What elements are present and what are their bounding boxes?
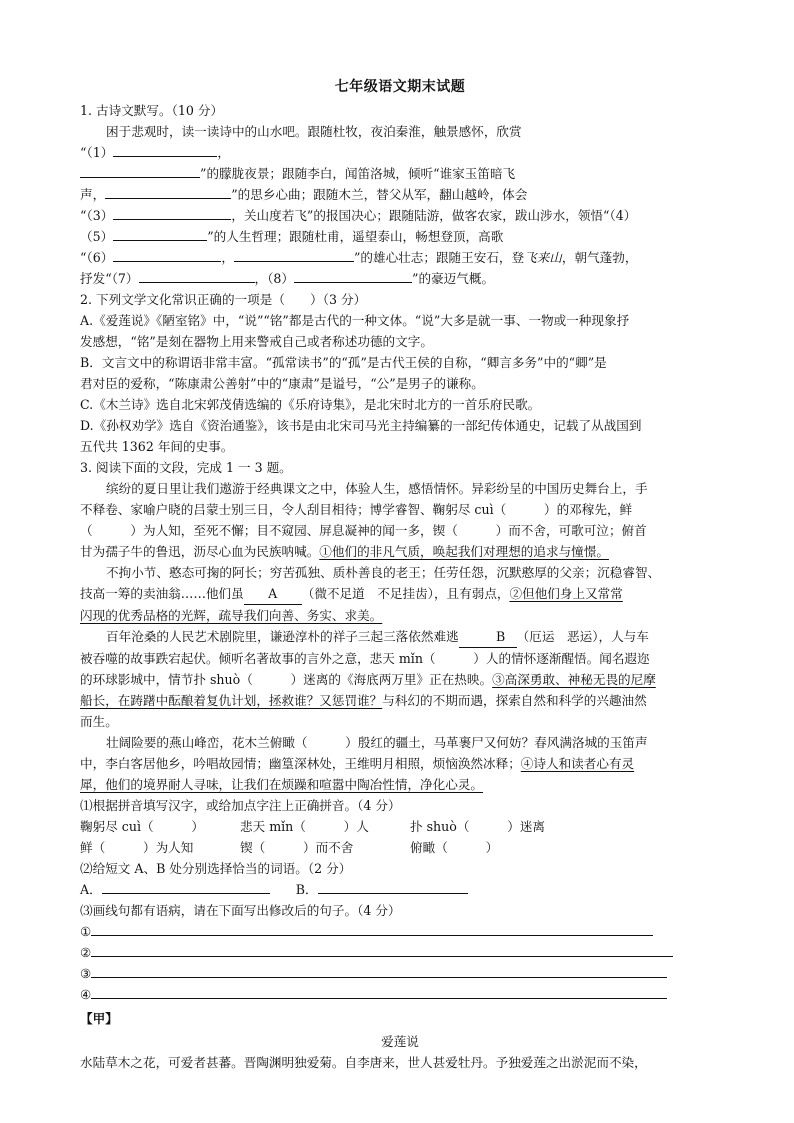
q1-text: ”的朦胧夜景；跟随李白，闻笛洛城，倾听“谁家玉笛暗飞 [200,166,516,181]
q1-line: 困于悲观时，读一读诗中的山水吧。跟随杜牧，夜泊秦淮，触景感怀，欣赏 [106,124,522,139]
subquestion-2: ⑵给短文 A、B 处分别选择恰当的词语。（2 分） [80,861,352,876]
q1-line [80,163,720,184]
q1-line [80,142,720,163]
q2-heading: 2. 下列文学文化常识正确的一项是（ ）（3 分） [80,292,367,307]
revision-line-3 [80,963,720,984]
q1-line [80,268,720,289]
underlined-sentence-3: ③高深勇敢、神秘无畏的尼摩 [492,672,656,687]
pinyin-item[interactable]: 悲天 mǐn（ ）人 [240,819,369,834]
q1-text: ”的雄心壮志；跟随王安石，登 [353,250,525,265]
q1-line [80,247,720,268]
choice-a-label: A． [80,882,102,897]
passage-line: 不拘小节、憨态可掬的阿长；穷苦孤独、质朴善良的老王；任劳任怨，沉默憨厚的父亲；沉稳睿智、 [106,565,661,580]
revision-line-2 [80,942,720,963]
answer-blank-1[interactable] [113,142,217,157]
answer-blank-9[interactable] [294,268,412,283]
passage-text: （厄运 恶运），人与车 [516,629,649,644]
q2-option-d: D.《孙权劝学》选自《资治通鉴》，该书是由北宋司马光主持编纂的一部纪传体通史，记载了从战国到 [80,418,642,433]
revision-marker: ③ [80,966,92,981]
pinyin-item[interactable]: 鲜（ ）为人知 [80,840,194,855]
passage-text: 甘为孺子牛的鲁迅，沥尽心血为民族呐喊。 [80,544,320,559]
q1-text: 抒发“（7） [80,271,139,286]
pinyin-row-1 [80,816,720,837]
revision-blank[interactable] [91,963,667,978]
underlined-sentence-2: ②但他们身上又常常 [509,586,623,601]
revision-line-4 [80,984,720,1005]
revision-marker: ② [80,945,92,960]
section-jia-label: 【甲】 [80,1011,118,1026]
revision-line-1 [80,921,720,942]
q1-line [80,205,720,226]
q2-option-a: A.《爱莲说》《陋室铭》中，“说”“铭”都是古代的一种文体。“说”大多是就一事、一物或一种现象抒 [80,313,630,328]
answer-blank-3[interactable] [105,184,231,199]
passage-text: 与科幻的不期而遇，探索自然和科学的兴趣油然 [382,693,647,708]
underlined-sentence-3-cont: 船长，在踌躇中酝酿着复仇计划，拯救谁？又惩罚谁？ [80,693,383,708]
q2-option-b-cont: 君对臣的爱称，“陈康肃公善射”中的“康肃”是谥号，“公”是男子的谦称。 [80,376,484,391]
pinyin-item[interactable]: 鞠躬尽 cuì（ ） [80,819,204,834]
passage-line: 被吞噬的故事跌宕起伏。倾听名著故事的言外之意，悲天 mǐn（ ）人的情怀逐渐醒悟。闻名遐迩 [80,651,650,666]
q1-text: ”的思乡心曲；跟随木兰，替父从军，翻山越岭，体会 [231,187,528,202]
revision-blank[interactable] [91,984,667,999]
passage-text: 技高一筹的卖油翁……他们虽 [80,586,244,601]
essay-title: 爱莲说 [381,1034,419,1049]
q1-text: 飞来山 [524,250,562,265]
passage-line: 壮阔险要的燕山峰峦，花木兰俯瞰（ ）殷红的疆土，马革裹尸又何妨？春风满洛城的玉笛声 [106,735,648,750]
passage-line [80,541,720,562]
passage-line: 缤纷的夏日里让我们遨游于经典课文之中，体验人生，感悟情怀。异彩纷呈的中国历史舞台上，手 [106,481,648,496]
revision-marker: ④ [80,987,92,1002]
q1-text: “（1） [80,145,114,160]
underlined-sentence-1: ①他们的非凡气质，唤起我们对理想的追求与憧憬。 [319,544,609,559]
q1-text: ”的人生哲理；跟随杜甫，遥望泰山，畅想登顶，高歌 [207,229,504,244]
q3-heading: 3. 阅读下面的文段，完成 1 一 3 题。 [80,460,292,475]
passage-line [80,605,720,626]
q1-text: ， [217,145,230,160]
pinyin-item[interactable]: 扑 shuò（ ）迷离 [410,819,546,834]
answer-blank-8[interactable] [139,268,255,283]
underlined-sentence-4: ④诗人和读者心有灵 [520,756,635,771]
passage-line [80,626,720,648]
answer-blank-4[interactable] [113,205,231,220]
revision-blank[interactable] [91,942,673,957]
q1-text: ， [221,250,234,265]
pinyin-row-2 [80,837,720,858]
subquestion-3: ⑶画线句都有语病，请在下面写出修改后的句子。（4 分） [80,903,401,918]
passage-text: 中，李白客居他乡，吟唱故园情；幽篁深林处，王维明月相照，烦恼涣然冰释； [80,756,521,771]
passage-line [80,690,720,711]
q1-text: ，朝气蓬勃， [561,250,638,265]
q1-text: ，关山度若飞”的报国决心；跟随陆游，做客农家，跋山涉水，领悟“（4） [231,208,637,223]
answer-blank-2[interactable] [80,163,200,178]
revision-blank[interactable] [91,921,653,936]
q2-option-c: C.《木兰诗》选自北宋郭茂倩选编的《乐府诗集》，是北宋时北方的一首乐府民歌。 [80,397,541,412]
pinyin-item[interactable]: 俯瞰（ ） [410,840,499,855]
q2-option-d-cont: 五代共 1362 年间的史事。 [80,439,234,454]
question-1 [80,100,720,289]
section-jia [80,1007,720,1073]
answer-blank-6[interactable] [113,247,221,262]
q1-text: “（6） [80,250,114,265]
pinyin-item[interactable]: 锲（ ）而不舍 [240,840,354,855]
question-2 [80,289,720,457]
choice-a-blank[interactable] [102,879,270,894]
revision-marker: ① [80,924,92,939]
essay-line: 水陆草木之花，可爱者甚蕃。晋陶渊明独爱菊。自李唐来，世人甚爱牡丹。予独爱莲之出淤泥而不染， [80,1055,647,1070]
q2-option-a-cont: 发感想，“铭”是刻在器物上用来警戒自己或者称述功德的文字。 [80,334,433,349]
passage-line: 而生。 [80,714,118,729]
answer-blank-7[interactable] [234,247,354,262]
passage-line [80,774,720,795]
question-3 [80,457,720,1005]
passage-text: 百年沧桑的人民艺术剧院里，谦逊淳朴的祥子三起三落依然难逃 [106,629,459,644]
exam-page [80,76,720,1073]
q1-text: “（3） [80,208,114,223]
q1-text: （5） [80,229,114,244]
q1-text: ，（8） [254,271,295,286]
blank-a[interactable]: A [244,583,302,605]
page-title: 七年级语文期末试题 [334,79,466,95]
passage-line [80,669,720,690]
q1-text: ”的豪迈气概。 [412,271,495,286]
passage-text: 的环球影城中，情节扑 shuò（ ）迷离的《海底两万里》正在热映。 [80,672,493,687]
choice-b-label: B． [295,882,318,897]
q1-text: 声， [80,187,106,202]
underlined-sentence-2-cont: 闪现的优秀品格的光辉，疏导我们向善、务实、求美。 [80,608,383,623]
answer-blank-5[interactable] [113,226,207,241]
blank-b[interactable]: B [459,626,517,648]
underlined-sentence-4-cont: 犀，他们的境界耐人寻味，让我们在烦躁和喧嚣中陶冶性情，净化心灵。 [80,777,483,792]
passage-line [80,753,720,774]
passage-line [80,583,720,605]
passage-line: （ ）为人知，至死不懈；目不窥园、屏息凝神的闻一多，锲（ ）而不舍，可歌可泣；俯首 [80,523,647,538]
q2-option-b: B．文言文中的称谓语非常丰富。“孤常读书”的“孤”是古代王侯的自称，“卿言多务”中的“卿”是 [80,355,607,370]
choice-b-blank[interactable] [318,879,468,894]
passage-text: （微不足道 不足挂齿），且有弱点， [301,586,510,601]
subquestion-1: ⑴根据拼音填写汉字，或给加点字注上正确拼音。（4 分） [80,798,401,813]
q1-line [80,184,720,205]
q1-heading: 1. 古诗文默写。（10 分） [80,103,224,118]
passage-line: 不释卷、家喻户晓的吕蒙士别三日，令人刮目相待；博学睿智、鞠躬尽 cuì（ ）的邓稼先，鲜 [80,502,633,517]
q1-line [80,226,720,247]
choice-row [80,879,720,900]
